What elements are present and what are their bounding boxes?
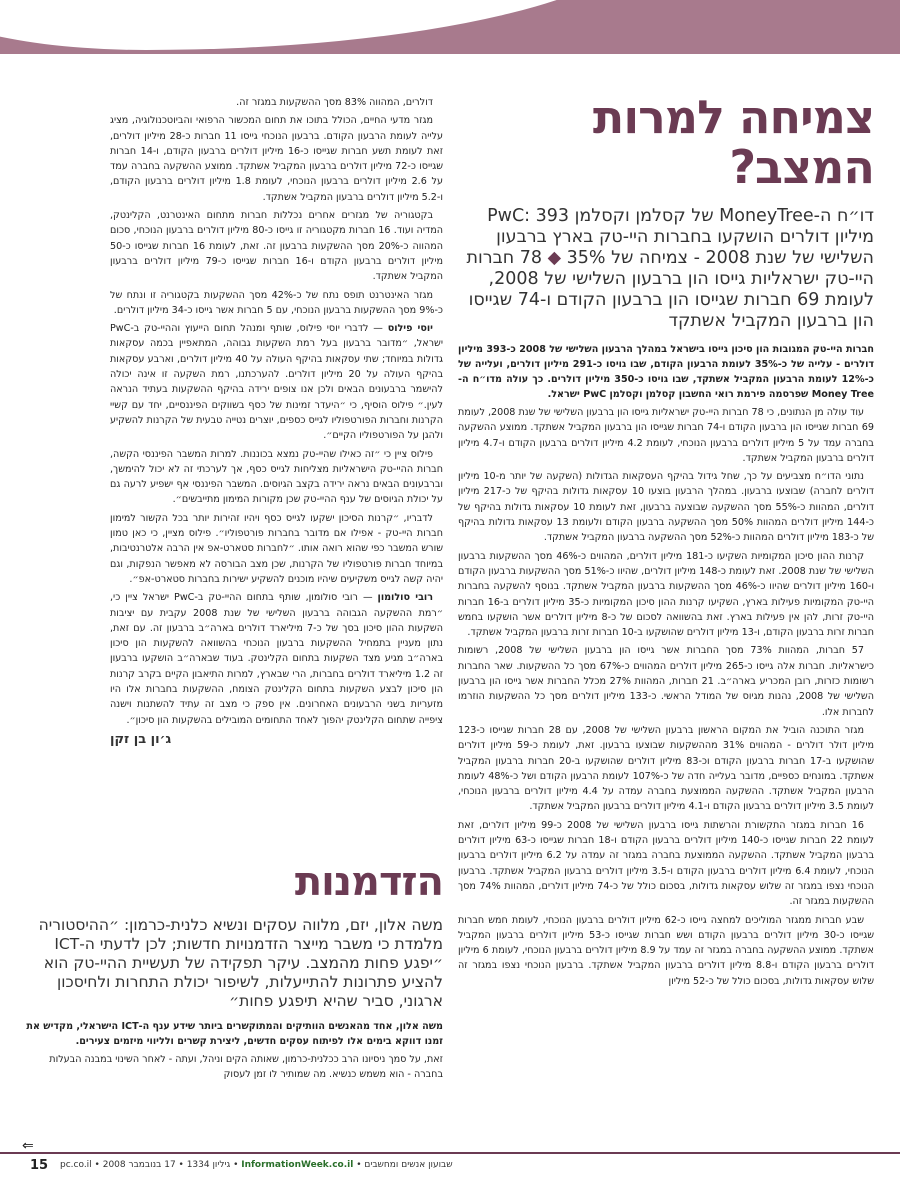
footer-issue: גיליון 1334 <box>186 1160 231 1170</box>
paragraph: בקטגוריה של מגזרים אחרים נכללות חברות מתחום האינטרנט, הקלינטק, המדיה ועוד. 16 חברות מקטגוריה זו גייסו כ-80 מיליון דולרים ברבעון הנוכחי, סכום המהווה כ-20% מסך ההשקעות ברבעון זה. זאת, לעומת 16 חברות שגייסו כ-50 מיליון דולרים ברבעון הקודם ו-16 חברות שגייסו כ-79 מיליון דולרים ברבעון המקביל אשתקד. <box>110 210 443 283</box>
footer-publication: שבועון אנשים ומחשבים <box>364 1160 453 1170</box>
sidebar-box <box>25 860 443 1150</box>
box-lead: משה אלון, אחד מהאנשים הוותיקים והמתוקשרים ביותר שידע ענף ה-ICT הישראלי, מקדיש את זמנו דווקא בימים אלו לפיתוח עסקים חדשים, ליצירת קשרים ולליווי מיזמים צעירים. <box>26 1021 443 1047</box>
box-title: הזדמנות <box>294 859 443 905</box>
footer-site[interactable]: InformationWeek.co.il <box>241 1160 354 1170</box>
quote-name: יוסי פילוס <box>387 323 433 335</box>
paragraph: נתוני הדו״ח מצביעים על כך, שחל גידול בהיקף העסקאות הגדולות (השקעה של יותר מ-10 מיליון דולרים לחברה) שבוצעו ברבעון. במהלך הרבעון בוצעו 10 עסקאות גדולות בהיקף של כ-217 מיליון דולרים, המהוות כ-55% מסך ההשקעה שבוצעה ברבעון, זאת לעומת 10 עסקאות גדולות בהיקף של כ-144 מיליון דולרים המהוות 50% מסך ההשקעה ברבעון הקודם ולעומת 13 עסקאות גדולות בהיקף של כ-183 מיליון דולרים המהוות כ-52% מסך ההשקעה ברבעון המקביל אשתקד. <box>458 471 874 544</box>
deck-text-2: 78 חברות היי-טק ישראליות גייסו הון ברבעון השלישי של 2008, לעומת 69 חברות שגייסו הון ברבעון הקודם ו-74 שגייסו הון ברבעון המקביל אשתקד <box>466 248 874 331</box>
quote-paragraph: יוסי פילוס — לדברי יוסי פילוס, שותף ומנהל תחום הייעוץ וההיי-טק ב-PwC ישראל, ״מדובר ברבעון בעל רמת השקעות גבוהה, המתאפיין בכמה עסקאות גדולות במיוחד; שתי עסקאות בהיקף העולה על 40 מיליון דולרים, וארבע עסקאות בהיקף העולה על 20 מיליון דולרים. להערכתנו, רמת השקעה זו אינה יכולה להישמר ברבעונים הבאים ולכן אנו צופים ירידה בהיקף ההשקעות בעתיד הנראה לעין.״ פילוס הוסיף, כי ״היעדר זמינות של כסף בשווקים הפיננסיים, יחד עם קשיי הקרנות וחברות הפורטפוליו לגייס כספים, יוצרים נטייה טבעית של הקרנות להשקיע ולהגן על הפורטפוליו הקיים״. <box>110 323 443 442</box>
paragraph: שבע חברות ממגזר המוליכים למחצה גייסו כ-62 מיליון דולרים ברבעון הנוכחי, לעומת חמש חברות שגייסו כ-30 מיליון דולרים ברבעון הקודם ושש חברות שגייסו כ-53 מיליון דולרים ברבעון המקביל אשתקד. ממוצע ההשקעה בחברה במגזר זה עמד על 8.9 מיליון דולרים ברבעון הנוכחי, לעומת 6 מיליון דולרים ברבעון הקודם ו-8.8 מיליון דולרים ברבעון המקביל אשתקד. ברבעון הנוכחי נצפו במגזר זה שלוש עסקאות גדולות, בסכום כולל של כ-52 מיליון <box>458 914 874 987</box>
paragraph: מגזר התוכנה הוביל את המקום הראשון ברבעון השלישי של 2008, עם 28 חברות שגייסו כ-123 מיליון דולר דולרים - המהווים 31% מההשקעות שבוצעו ברבעון. זאת, לעומת כ-59 מיליון דולרים שהושקעו ב-17 חברות ברבעון הקודם וכ-83 מיליון דולרים שהושקעו ב-20 חברות ברבעון המקביל אשתקד. במונחים כספיים, מדובר בעלייה חדה של כ-107% לעומת הרבעון הקודם ושל כ-48% לעומת הרבעון המקביל אשתקד. ההשקעה הממוצעת בחברה עמדה על 4.4 מיליון דולרים ברבעון הנוכחי, לעומת 3.5 מיליון דולרים ברבעון הקודם ו-4.1 מיליון דולרים ברבעון המקביל אשתקד. <box>458 724 874 813</box>
box-body: זאת, על סמך ניסיונו הרב ככלנית-כרמון, שאותה הקים וניהל, ועתה - לאחר השינוי במבנה הבעלות בחברה - הוא משמש כנשיא. מה שמותיר לו זמן לעסוק <box>49 1054 443 1080</box>
box-deck: משה אלון, יזם, מלווה עסקים ונשיא כלנית-כרמון: ״ההיסטוריה מלמדת כי משבר מייצר הזדמנויות חדשות; לכן לדעתי ה-ICT ״יפגע פחות מהמצב. עיקר תפקידה של תעשיית ההיי-טק הוא להציע פתרונות להתייעלות, לשיפור יכולת התחרות ולחיסכון ארגוני, סביר שהיא תיפגע פחות״ <box>38 916 443 1010</box>
footer-date: 17 בנובמבר 2008 <box>102 1160 176 1170</box>
right-column <box>458 88 874 1140</box>
paragraph: פילוס ציין כי ״זה כאילו שהיי-טק נמצא בכוננות. למרות המשבר הפיננסי הקשה, חברות ההיי-טק הישראליות מצליחות לגייס כסף, אך לערכתי זה לא יכול להימשך, וברבעונים הבאים נראה ירידה בקצב הגיוסים. המשבר הפיננסי אף ישפיע לרעה גם על יכולת הגיוסים של ענף ההיי-טק שכן מקורות המימון מתייבשים״. <box>110 448 443 506</box>
footer-text: שבועון אנשים ומחשבים • InformationWeek.co.il • גיליון 1334 • 17 בנובמבר 2008 • pc.co.il <box>60 1160 453 1170</box>
paragraph: קרנות ההון סיכון המקומיות השקיעו כ-181 מיליון דולרים, המהווים כ-46% מסך ההשקעות ברבעון השלישי של שנת 2008. זאת לעומת כ-148 מיליון דולרים, שהיוו כ-51% מסך ההשקעות ברבעון הקודם ו-160 מיליון דולרים שהיוו כ-46% מסך ההשקעות ברבעון המקביל אשתקד. בנוסף להשקעה בחברות היי-טק המקומיות פעילות בארץ, השקיעו קרנות ההון סיכון המקומיות כ-35 מיליון דולרים ב-16 חברות היי-טק זרות, להן אין פעילות בארץ. זאת בהשוואה לסכום של כ-8 מיליון דולרים אשר הושקעו בחמש חברות זרות ברבעון הקודם, ו-13 מיליון דולרים שהושקעו ב-10 חברות זרות ברבעון המקביל אשתקד. <box>458 550 874 639</box>
author-signature: ג׳ון בן זקן <box>110 731 172 747</box>
paragraph: דולרים, המהווה 83% מסך ההשקעות במגזר זה. <box>236 97 433 108</box>
deck <box>458 206 874 332</box>
left-column <box>110 95 443 845</box>
quote-name: רובי סולומון <box>377 592 433 604</box>
paragraph: מגזר מדעי החיים, הכולל בתוכו את תחום המכשור הרפואי והביוטכנולוגיה, מציג עלייה לעומת הרבעון הקודם. ברבעון הנוכחי גייסו 11 חברות כ-28 מיליון דולרים, זאת לעומת תשע חברות שגייסו כ-16 מיליון דולרים ברבעון הקודם, ו-14 חברות שגייסו כ-72 מיליון דולרים ברבעון המקביל אשתקד. ממוצע ההשקעה בחברה עמד על 2.6 מיליון דולרים ברבעון הנוכחי, לעומת 1.8 מיליון דולרים ברבעון הקודם, ו-5.2 מיליון דולרים ברבעון המקביל אשתקד. <box>110 115 443 203</box>
footer-site-pc[interactable]: pc.co.il <box>60 1160 92 1170</box>
paragraph: 16 חברות במגזר התקשורת והרשתות גייסו ברבעון השלישי של 2008 כ-99 מיליון דולרים, זאת לעומת 22 חברות שגייסו כ-140 מיליון דולרים ברבעון הקודם ו-18 חברות שגייסו כ-63 מיליון דולרים ברבעון המקביל אשתקד. ההשקעה הממוצעת בחברה במגזר זה עמדה על 6.2 מיליון דולרים ברבעון הנוכחי, לעומת 6.4 מיליון דולרים ברבעון הקודם ו-3.5 מיליון דולרים ברבעון המקביל אשתקד. ברבעון הנוכחי נצפו במגזר זה שלוש עסקאות גדולות, בסכום כולל של כ-74 מיליון דולרים, המהוות 74% מסך ההשקעות במגזר זה. <box>458 819 874 908</box>
paragraph: 57 חברות, המהוות 73% מסך החברות אשר גייסו הון ברבעון השלישי של 2008, רשומות כישראליות. חברות אלה גייסו כ-265 מיליון דולרים המהווים כ-67% מסך כל ההשקעות. שאר החברות רשומות כזרות, רובן המכריע בארה״ב. 21 חברות, המהוות 27% מכלל החברות אשר גייסו הון ברבעון השלישי של 2008, נהנות מגיוס של המודל הראשי. כ-133 מיליון דולרים מסך כל ההשקעות הוזרמו לחברות אלו. <box>458 645 874 718</box>
diamond-icon: ◆ <box>547 248 562 268</box>
paragraph: מגזר האינטרנט תופס נתח של כ-42% מסך ההשקעות בקטגוריה זו ונתח של כ-9% מסך ההשקעות ברבעון הנוכחי, עם 5 חברות אשר גייסו כ-34 מיליון דולרים. <box>110 289 443 316</box>
continue-arrow-icon: ⇐ <box>22 1138 34 1154</box>
page-number: 15 <box>30 1158 49 1173</box>
deck-text: דו״ח ה-MoneyTree של קסלמן וקסלמן PwC: 393 מיליון דולרים הושקעו בחברות היי-טק בארץ ברבעון השלישי של שנת 2008 - צמיחה של 35% <box>487 206 874 268</box>
paragraph: לדבריו, ״קרנות הסיכון ישקעו לגייס כסף ויהיו זהירות יותר בכל הקשור למימון חברות היי-טק - אפילו אם מדובר בחברות פורטפוליו״. פילוס מציין, כי כאן טמון שורש המשבר כפי שהוא רואה אותו. ״לחברות סטארט-אפ אין הרבה אלטרנטיבות, במיוחד חברות פורטפוליו של הקרנות, שכן מצב הבורסה לא מאפשר הנפקות, וגם יהיה קשה לגייס משקיעים שיהיו מוכנים להשקיע ישירות בחברות סטארט-אפ״. <box>110 512 443 585</box>
headline: צמיחה למרות המצב? <box>592 90 874 194</box>
quote-paragraph: רובי סולומון — רובי סולומון, שותף בתחום ההיי-טק ב-PwC ישראל ציין כי, ״רמת ההשקעה הגבוהה ברבעון השלישי של שנת 2008 עקבית עם יציבות השקעות ההון סיכון בסך של כ-7 מיליארד דולרים בארה״ב ברבעון זה. עם זאת, נתון מעניין בתמחיל ההשקעות ברבעון הנוכחי בהשוואה להשקעות הון סיכון בארה״ב מגיע מצד השקעות בתחום הקלינטק. בעוד שבארה״ב הושקעו ברבעון זה 1.2 מיליארד דולרים בחברות, הרי שבארץ, למרות התיאבון הקיים בקרב קרנות הון סיכון לבצע השקעות בתחום הקלינטק הצומח, ההשקעות בחברות אלו היו מזעריות בשני הרבעונים האחרונים. אין ספק כי מצב זה עתיד להשתנות וישנה ציפייה שתחום הקלינטק יהפוך לאחד התחומים המובילים בהשקעות הון סיכון״. <box>110 592 443 726</box>
header-bar <box>0 0 900 54</box>
paragraph: עוד עולה מן הנתונים, כי 78 חברות היי-טק ישראליות גייסו הון ברבעון השלישי של שנת 2008, לעומת 69 חברות שגייסו הון ברבעון הקודם ו-74 חברות שגייסו הון ברבעון המקביל אשתקד. ממוצע ההשקעה בחברה עמד על 5 מיליון דולרים ברבעון הנוכחי, לעומת 4.2 מיליון דולרים ברבעון הקודם ו-4.7 מיליון דולרים ברבעון המקביל אשתקד. <box>458 407 874 464</box>
lead-paragraph: חברות היי-טק המגובות הון סיכון גייסו בישראל במהלך הרבעון השלישי של 2008 כ-393 מיליון דולרים - עלייה של כ-35% לעומת הרבעון הקודם, שבו גויסו כ-291 מיליון דולרים, ועלייה של כ-12% לעומת הרבעון המקביל אשתקד, שבו גויסו כ-350 מיליון דולרים. כך עולה מדו״ח ה-Money Tree שפרסמה פירמת רואי החשבון קסלמן וקסלמן PwC ישראל. <box>458 344 874 400</box>
